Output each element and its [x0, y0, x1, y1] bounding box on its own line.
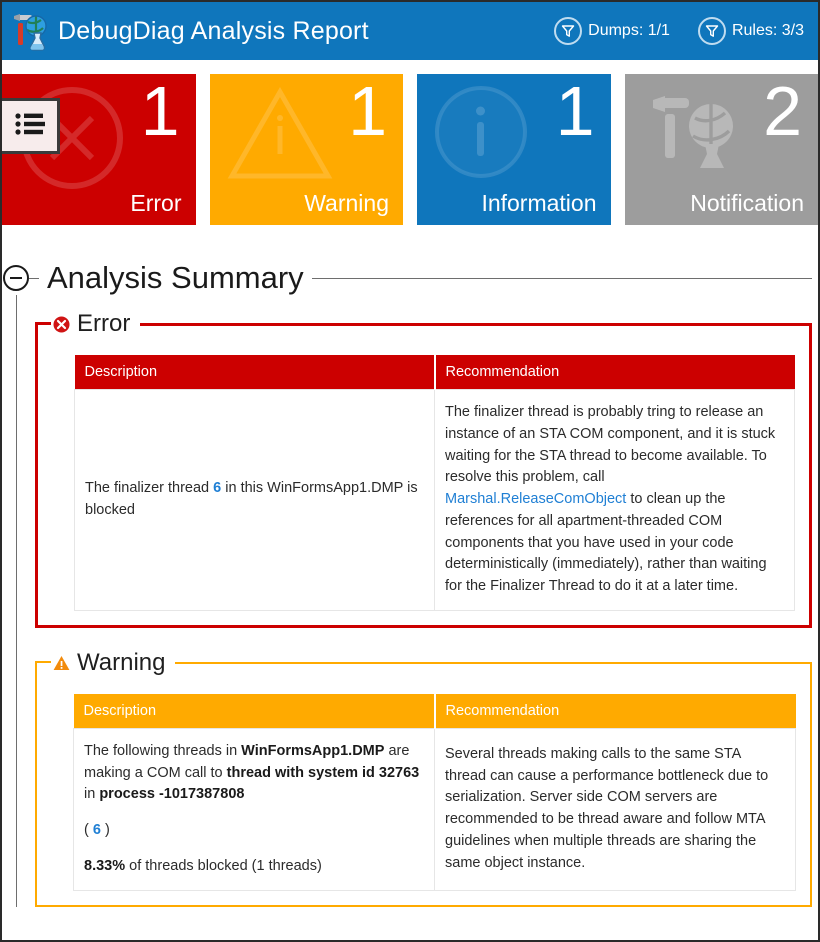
warning-desc-5: in — [84, 786, 100, 803]
section-warning-content — [37, 680, 810, 905]
analysis-summary-legend — [16, 257, 812, 299]
section-warning-title: Warning — [77, 648, 166, 676]
section-warning — [35, 646, 812, 907]
error-rec-pre: The finalizer thread is probably tring to release an instance of an STA COM component, and it is stuck waiting for the STA thread to become available. To resolve this problem, call — [445, 404, 776, 486]
analysis-summary-title: Analysis Summary — [47, 260, 304, 295]
table-row — [75, 390, 795, 611]
section-error-content — [38, 341, 809, 625]
section-error-corner — [35, 322, 51, 339]
error-desc-pre: The finalizer thread — [85, 480, 214, 497]
tile-warning-label: Warning — [304, 190, 389, 216]
app-header — [2, 2, 818, 60]
funnel-icon — [698, 17, 726, 45]
error-rec-post: to clean up the references for all apartment-threaded COM components that you have used in your code deterministically (immediately), rather than waiting for the Finalizer Thread to do it at a later time. — [445, 491, 767, 594]
error-col-recommendation: Recommendation — [435, 355, 795, 390]
list-menu-button[interactable] — [2, 98, 60, 154]
spacer — [84, 806, 424, 820]
tile-notification-label: Notification — [690, 190, 804, 216]
rules-label: Rules: 3/3 — [731, 22, 804, 39]
minus-circle-icon[interactable] — [3, 265, 29, 291]
warning-process-id: process -1017387808 — [99, 786, 245, 803]
circle-info-icon — [431, 82, 531, 187]
error-desc-post: in this WinFormsApp1.DMP is blocked — [85, 480, 418, 518]
warning-desc-1: The following threads in — [84, 742, 242, 759]
tile-warning[interactable] — [210, 74, 404, 225]
dumps-filter[interactable] — [554, 17, 670, 45]
warning-dump-name: WinFormsApp1.DMP — [241, 742, 385, 759]
dumps-label: Dumps: 1/1 — [588, 22, 670, 39]
tile-error-count: 1 — [140, 74, 180, 150]
warning-table-header-row — [74, 694, 796, 729]
debugdiag-hammer-globe-icon — [649, 92, 745, 179]
warning-paren-close: ) — [100, 822, 110, 838]
list-menu-icon — [15, 113, 45, 140]
warning-table — [73, 694, 796, 891]
warning-blocked-tail: of threads blocked (1 threads) — [125, 857, 322, 874]
section-error-rule — [140, 323, 812, 326]
analysis-summary-body — [16, 295, 812, 907]
error-table — [74, 355, 795, 611]
error-col-description: Description — [75, 355, 435, 390]
analysis-summary-section — [16, 257, 812, 907]
warning-paren-open: ( — [84, 822, 93, 838]
warning-cell-recommendation: Several threads making calls to the same STA thread can cause a performance bottleneck due to serialization. Server side COM servers are recommended to be thread aware and follow MTA guidelines when multiple threads are sharing the same object instance. — [435, 728, 796, 890]
error-table-header-row — [75, 355, 795, 390]
tile-warning-count: 1 — [348, 74, 387, 150]
rules-filter[interactable] — [698, 17, 804, 45]
debugdiag-hammer-globe-flask-icon — [10, 9, 52, 53]
warning-desc-3: are making a COM call to — [84, 742, 410, 781]
tile-information-count: 1 — [555, 74, 595, 150]
warning-triangle-icon — [53, 655, 70, 671]
error-cell-recommendation — [435, 390, 795, 611]
error-circle-x-icon — [53, 316, 70, 333]
section-error — [35, 307, 812, 628]
tile-notification-count: 2 — [763, 74, 802, 150]
spacer — [84, 842, 424, 856]
warning-col-description: Description — [74, 694, 435, 729]
tile-information-label: Information — [481, 190, 597, 216]
triangle-exclamation-icon — [224, 82, 336, 191]
section-warning-corner — [35, 661, 51, 678]
warning-blocked-percent: 8.33% — [84, 857, 126, 874]
warning-thread-id: thread with system id 32763 — [226, 764, 420, 781]
section-warning-rule — [175, 662, 812, 664]
marshal-releasecomobject-link[interactable]: Marshal.ReleaseComObject — [445, 491, 627, 507]
tile-error-label: Error — [130, 190, 182, 216]
summary-tiles — [2, 60, 818, 225]
table-row — [74, 728, 796, 890]
section-error-box — [35, 324, 812, 628]
tile-notification[interactable] — [625, 74, 819, 225]
funnel-icon — [554, 17, 582, 45]
error-desc-thread-link[interactable]: 6 — [213, 480, 222, 497]
page-title: DebugDiag Analysis Report — [58, 16, 369, 45]
error-cell-description — [75, 390, 435, 611]
warning-cell-description — [74, 728, 435, 890]
warning-thread-link[interactable]: 6 — [92, 822, 101, 838]
warning-col-recommendation: Recommendation — [435, 694, 796, 729]
section-warning-box — [35, 663, 812, 907]
tile-information[interactable] — [417, 74, 611, 225]
legend-rule — [312, 278, 812, 279]
legend-dash — [29, 278, 39, 279]
section-error-title: Error — [77, 310, 131, 337]
minus-bar — [10, 277, 22, 279]
